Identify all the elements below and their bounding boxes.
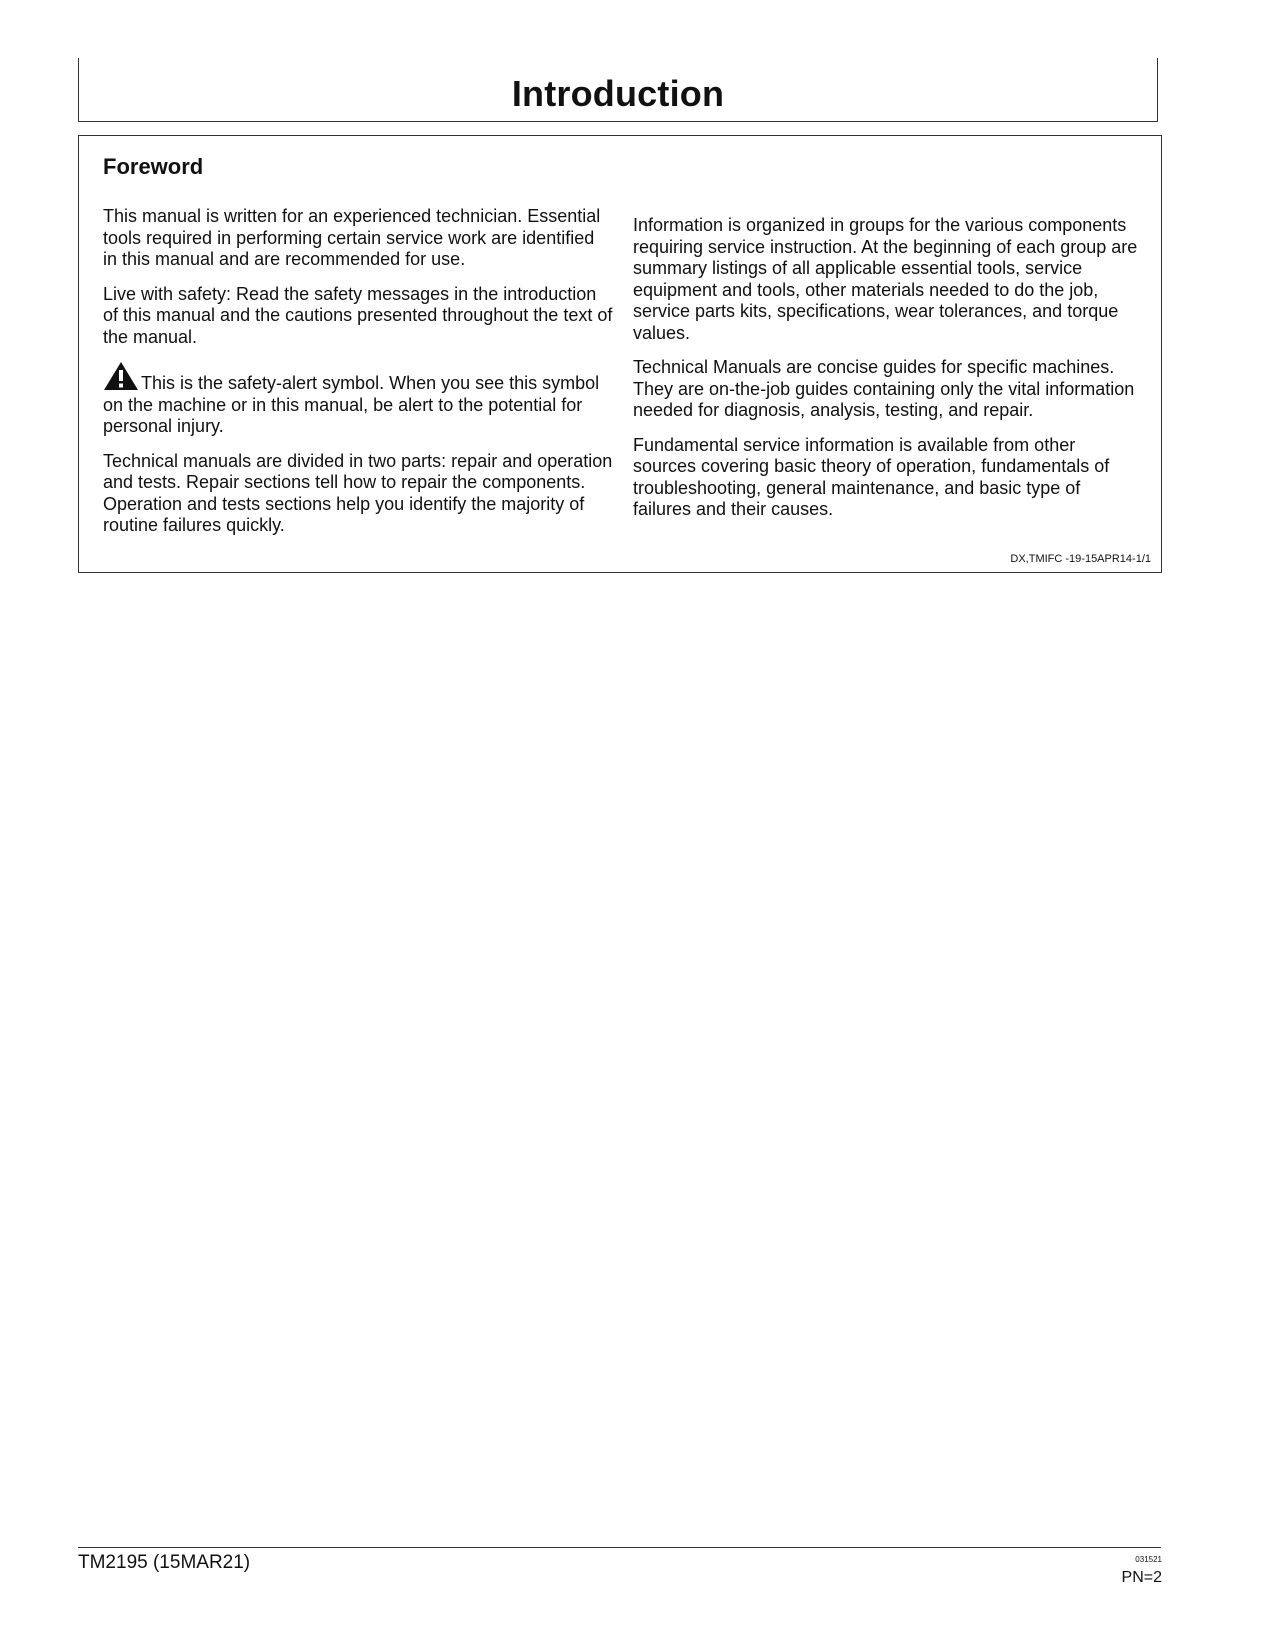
foreword-section (78, 135, 1162, 573)
safety-alert-paragraph (103, 361, 613, 438)
right-column (633, 215, 1143, 534)
page-title: Introduction (511, 73, 725, 114)
reference-code: DX,TMIFC -19-15APR14-1/1 (1010, 553, 1151, 565)
safety-alert-icon (103, 361, 139, 391)
footer-code: 031521 (1135, 1555, 1162, 1564)
paragraph-text: This is the safety-alert symbol. When you see this symbol on the machine or in this manual, be alert to the potential for personal injury. (103, 373, 600, 436)
paragraph: This manual is written for an experienced technician. Essential tools required in performing certain service work are identified in this manual and are recommended for use. (103, 206, 601, 269)
footer-divider (78, 1547, 1161, 1548)
footer-document-id: TM2195 (15MAR21) (78, 1552, 251, 1573)
paragraph: Live with safety: Read the safety messages in the introduction of this manual and the cautions presented throughout the text of the manual. (103, 283, 613, 347)
page-number: PN=2 (1121, 1569, 1162, 1586)
section-title: Foreword (103, 154, 204, 179)
header-box (78, 58, 1158, 122)
left-column (103, 206, 613, 550)
paragraph: Information is organized in groups for the various components requiring service instruction. At the beginning of each group are summary listings of all applicable essential tools, service equipment and tools, other materials needed to do the job, service parts kits, specifications, wear tolerances, and torque values. (633, 215, 1138, 343)
paragraph: Technical manuals are divided in two parts: repair and operation and tests. Repair sections tell how to repair the components. Operation and tests sections help you identify the majority of routine failures quickly. (103, 450, 613, 535)
paragraph: Technical Manuals are concise guides for specific machines. They are on-the-job guides containing only the vital information needed for diagnosis, analysis, testing, and repair. (633, 357, 1135, 420)
paragraph: Fundamental service information is available from other sources covering basic theory of operation, fundamentals of troubleshooting, general maintenance, and basic type of failures and their causes. (633, 434, 1110, 519)
